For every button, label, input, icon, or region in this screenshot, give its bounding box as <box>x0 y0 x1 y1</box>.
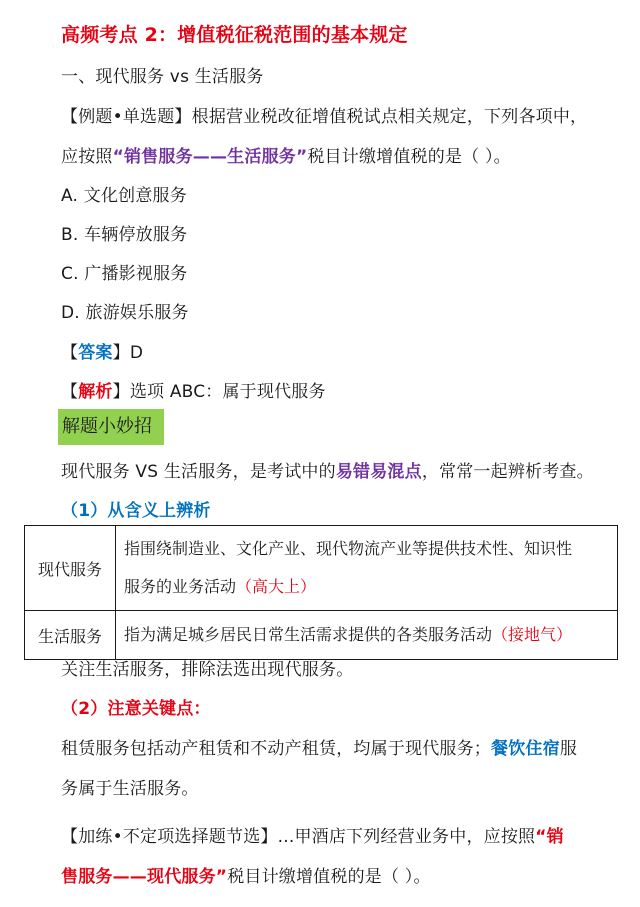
analysis-bracket-close: 】 <box>112 382 130 402</box>
practice-text-b: 税目计缴增值税的是（ ）。 <box>227 867 431 887</box>
practice-quote-start: “销 <box>535 827 564 847</box>
example-tag: 【例题•单选题】 <box>61 107 192 127</box>
practice-text-a: 【加练•不定项选择题节选】...甲酒店下列经营业务中，应按照 <box>61 827 536 847</box>
desc-line2: 服务的业务活动 <box>124 577 237 596</box>
answer-value: D <box>129 343 144 363</box>
answer-bracket-close: 】 <box>112 343 130 363</box>
row-name-modern: 现代服务 <box>25 526 116 611</box>
analysis-line <box>61 377 326 402</box>
row-desc-life <box>116 611 618 660</box>
practice-line1 <box>61 822 564 847</box>
option-a: A. 文化创意服务 <box>61 186 187 206</box>
answer-line <box>61 338 143 363</box>
answer-label: 答案 <box>78 343 113 363</box>
subheading-2: （2）注意关键点： <box>61 699 211 719</box>
analysis-bracket-open: 【 <box>61 382 79 402</box>
option-c: C. 广播影视服务 <box>61 264 188 284</box>
comparison-table <box>24 525 618 660</box>
section-heading: 一、现代服务 vs 生活服务 <box>61 67 264 87</box>
row-desc-modern <box>116 526 618 611</box>
option-d: D. 旅游娱乐服务 <box>61 303 189 323</box>
tip-text <box>61 457 594 482</box>
row-note-modern: （高大上） <box>236 577 317 596</box>
desc-line1: 指为满足城乡居民日常生活需求提供的各类服务活动 <box>124 625 493 644</box>
tip-label: 解题小妙招 <box>58 409 164 445</box>
table-row <box>25 611 618 660</box>
example-question-line1 <box>61 102 587 127</box>
subheading-1: （1）从含义上辨析 <box>61 501 211 521</box>
row-name-life: 生活服务 <box>25 611 116 660</box>
tip-highlight: 易错易混点 <box>335 462 422 482</box>
example-text-a: 应按照 <box>61 147 113 167</box>
example-text: 根据营业税改征增值税试点相关规定，下列各项中， <box>191 107 588 127</box>
key-text-b: 服 <box>559 739 578 759</box>
key-point-line2: 务属于生活服务。 <box>61 779 199 799</box>
analysis-value: 选项 ABC：属于现代服务 <box>129 382 326 402</box>
option-b: B. 车辆停放服务 <box>61 225 188 245</box>
analysis-label: 解析 <box>78 382 113 402</box>
key-point-line1 <box>61 734 577 759</box>
example-question-line2 <box>61 142 511 167</box>
desc-line1: 指围绕制造业、文化产业、现代物流产业等提供技术性、知识性 <box>124 539 573 558</box>
after-table-text: 关注生活服务，排除法选出现代服务。 <box>61 660 354 680</box>
tip-text-a: 现代服务 VS 生活服务，是考试中的 <box>61 462 336 482</box>
practice-line2 <box>61 862 431 887</box>
tip-text-b: ，常常一起辨析考查。 <box>421 462 594 482</box>
highlight-quoted-category: “销售服务——生活服务” <box>112 147 308 167</box>
answer-bracket-open: 【 <box>61 343 79 363</box>
row-note-life: （接地气） <box>492 625 573 644</box>
key-text-a: 租赁服务包括动产租赁和不动产租赁，均属于现代服务； <box>61 739 491 759</box>
practice-quote-end: 售服务——现代服务” <box>61 867 228 887</box>
page-title: 高频考点 2：增值税征税范围的基本规定 <box>61 24 408 46</box>
example-text-b: 税目计缴增值税的是（ ）。 <box>307 147 511 167</box>
key-highlight: 餐饮住宿 <box>491 739 560 759</box>
table-row <box>25 526 618 611</box>
